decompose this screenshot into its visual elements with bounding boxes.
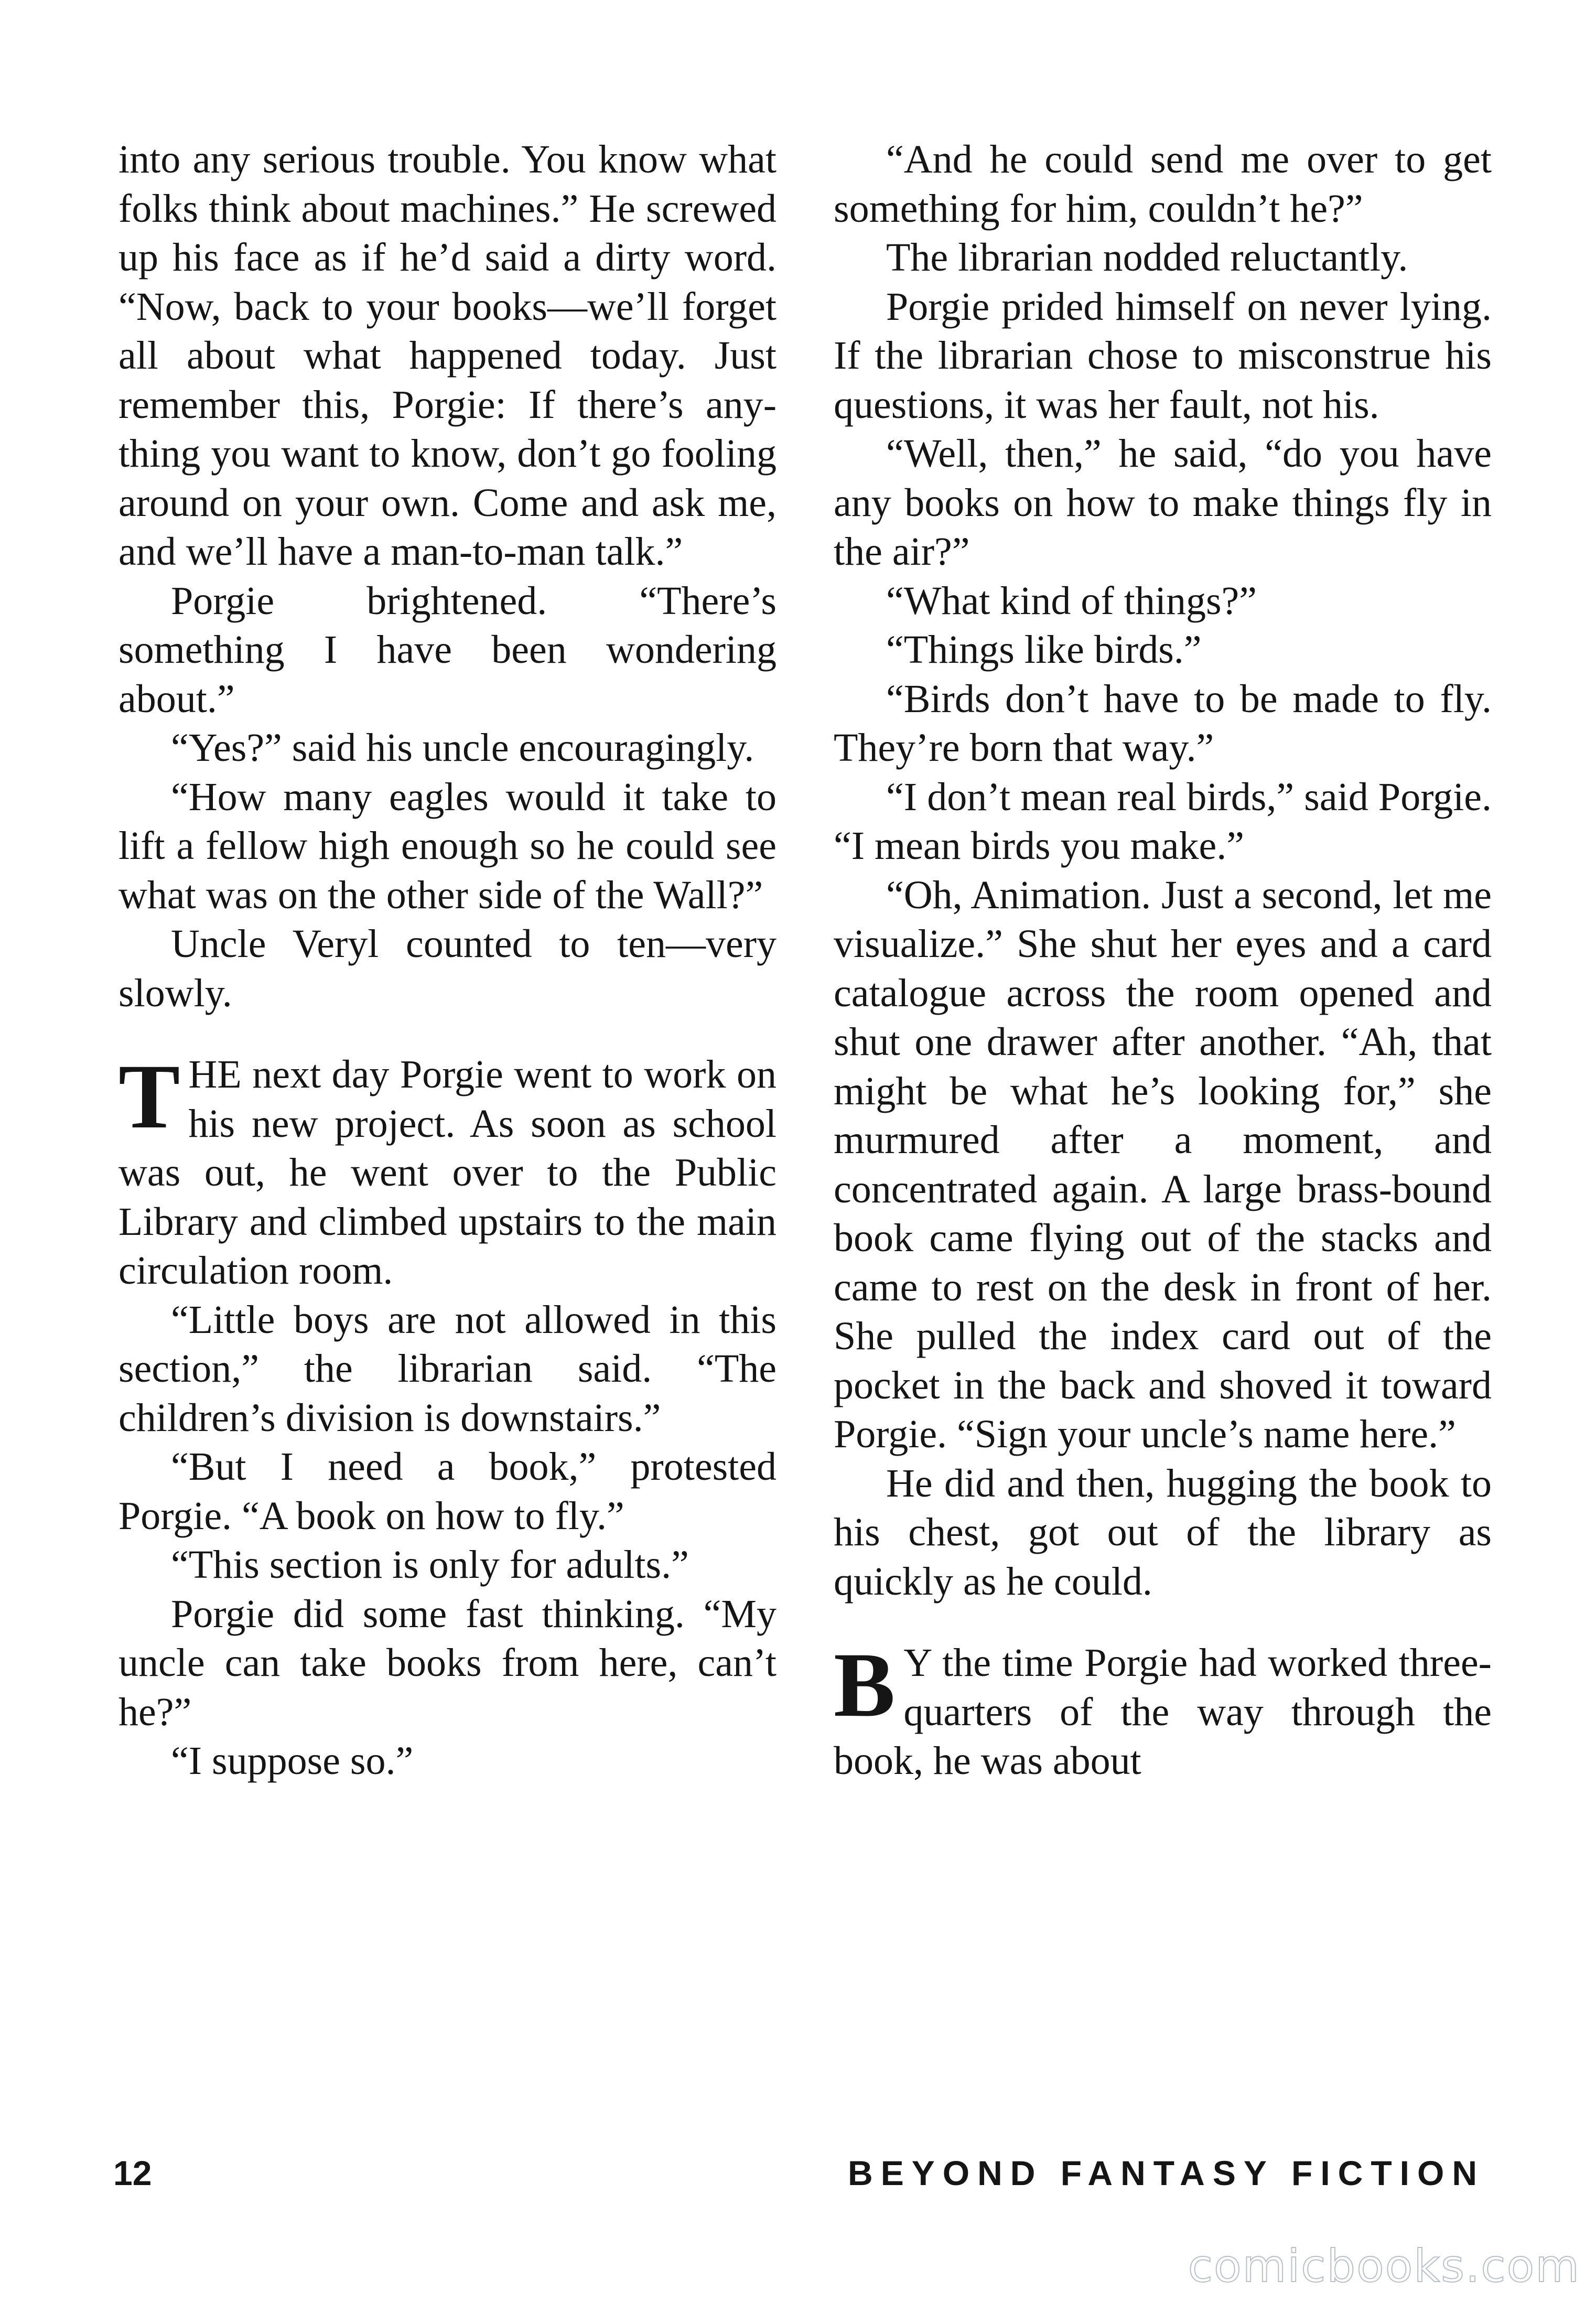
paragraph: The librarian nodded reluctantly. [886, 235, 1408, 279]
paragraph: He did and then, hugging the book to his chest, got out of the library as quickly as he could. [834, 1461, 1492, 1604]
paragraph: Porgie brightened. “There’s something I have been wondering about.” [118, 578, 777, 721]
drop-cap: B [834, 1634, 896, 1736]
paragraph: “Well, then,” he said, “do you have any books on how to make things fly in the air?” [834, 432, 1492, 574]
page-number: 12 [113, 2154, 152, 2192]
paragraph: “I suppose so.” [171, 1739, 414, 1783]
section-start-paragraph [118, 1046, 777, 1296]
right-column [834, 135, 1492, 1786]
paragraph: Porgie prided himself on never lying. If the librarian chose to misconstrue his questions, it was her fault, not his. [834, 284, 1492, 427]
section-start-paragraph [834, 1634, 1492, 1786]
paragraph: “I don’t mean real birds,” said Porgie. “I mean birds you make.” [834, 774, 1492, 868]
paragraph: “What kind of things?” [886, 578, 1257, 623]
running-title: BEYOND FANTASY FICTION [848, 2154, 1485, 2192]
paragraph: “Yes?” said his uncle encouragingly. [171, 726, 754, 770]
paragraph: “How many eagles would it take to lift a fellow high enough so he could see what was on the other side of the Wall?” [118, 774, 777, 917]
paragraph: “Little boys are not allowed in this section,” the librarian said. “The children’s division is downstairs.” [118, 1297, 777, 1440]
paragraph: “Birds don’t have to be made to fly. They’re born that way.” [834, 676, 1492, 770]
paragraph: Porgie did some fast thinking. “My uncle can take books from here, can’t he?” [118, 1591, 777, 1734]
section-first-text: Y the time Porgie had worked three-quarters of the way through the book, he was about [834, 1641, 1492, 1783]
paragraph: “Oh, Animation. Just a second, let me visualize.” She shut her eyes and a card catalogue across the room opened and shut one drawer after another. “Ah, that might be what he’s looking for,” she murmured after a moment, and concentrated again. A large brass-bound book came flying out of the stacks and came to rest on the desk in front of her. She pulled the index card out of the pocket in the back and shoved it toward Porgie. “Sign your uncle’s name here.” [834, 873, 1492, 1456]
left-column [118, 135, 777, 1786]
page-footer [113, 2153, 1485, 2206]
paragraph: Uncle Veryl counted to ten—very slowly. [118, 922, 777, 1015]
paragraph: “Things like birds.” [886, 628, 1202, 672]
paragraph: “This section is only for adults.” [171, 1543, 689, 1587]
drop-cap: T [118, 1046, 180, 1148]
paragraph: “But I need a book,” protested Porgie. “A book on how to fly.” [118, 1445, 777, 1538]
paragraph: into any serious trouble. You know what folks think about machines.” He screwed up his face as if he’d said a dirty word. “Now, back to your books—we’ll forget all about what happened today. Just remember this, Porgie: If there’s anything you want to know, don’t go fooling around on your own. Come and ask me, and we’ll have a man-to-man talk.” [118, 137, 777, 574]
watermark: comicbooks.com [1188, 2240, 1580, 2293]
section-first-text: HE next day Porgie went to work on his new project. As soon as school was out, he went over to the Public Library and climbed upstairs to the main circulation room. [118, 1052, 777, 1293]
paragraph: “And he could send me over to get something for him, couldn’t he?” [834, 137, 1492, 231]
